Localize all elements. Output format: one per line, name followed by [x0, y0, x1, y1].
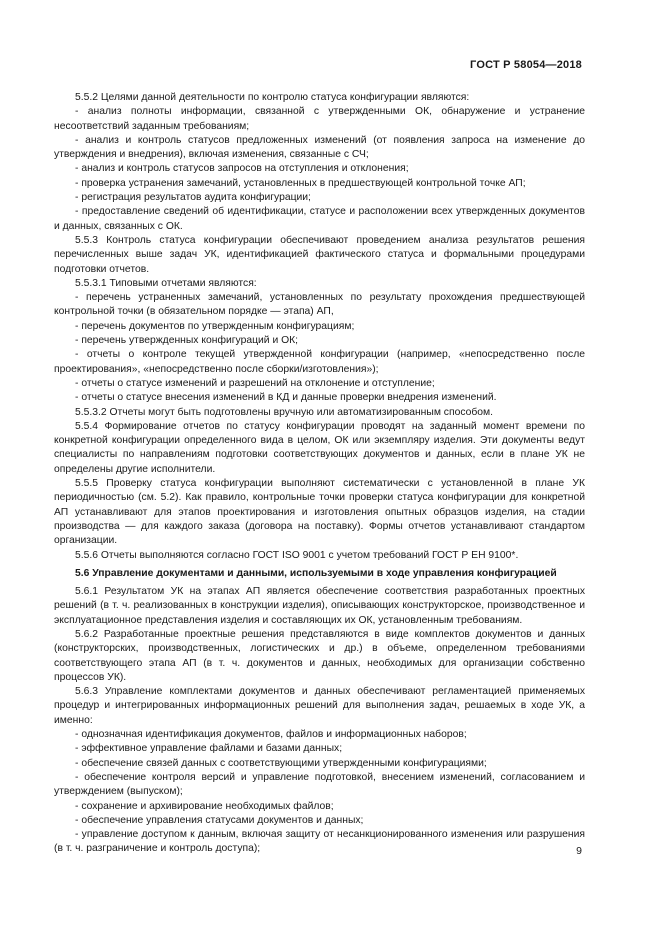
list-item: - однозначная идентификация документов, файлов и информационных наборов;	[75, 729, 467, 741]
paragraph-5-5-3-1: 5.5.3.1 Типовыми отчетами являются:	[75, 277, 257, 289]
paragraph-5-5-6: 5.5.6 Отчеты выполняются согласно ГОСТ ISO 9001 с учетом требований ГОСТ Р ЕН 9100*.	[75, 549, 519, 561]
list-item: - анализ полноты информации, связанной с утвержденными ОК, обнаружение и устранение несоответствий заданным требованиям;	[54, 106, 585, 132]
list-item: - управление доступом к данным, включая защиту от несанкционированного изменения или разрушения (в т. ч. разграничение и контроль доступа);	[54, 829, 585, 855]
list-item: - отчеты о контроле текущей утвержденной конфигурации (например, «непосредственно после проектирования», «непосредственно после сборки/изготовления»);	[54, 349, 585, 375]
paragraph-5-6-2: 5.6.2 Разработанные проектные решения представляются в виде комплектов документов и данных (конструкторских, производственных, логистических и др.) в объеме, определенном требованиями соответствующего этапа АП (в т. ч. документов и данных, необходимых для организации собственно процессов УК).	[54, 628, 585, 683]
paragraph-5-5-5: 5.5.5 Проверку статуса конфигурации выполняют систематически с установленной в плане УК периодичностью (см. 5.2). Как правило, контрольные точки проверки статуса конфигурации для конкретной АП устанавливают для этапов проектирования и изготовления опытных образцов изделия, на стадии производства — для каждого заказа (договора на поставку). Формы отчетов устанавливают стандартом организации.	[54, 478, 585, 547]
list-item: - обеспечение управления статусами документов и данных;	[75, 814, 364, 826]
paragraph-5-5-2: 5.5.2 Целями данной деятельности по контролю статуса конфигурации являются:	[75, 92, 470, 103]
list-item: - отчеты о статусе внесения изменений в КД и данные проверки внедрения изменений.	[75, 392, 497, 404]
list-item: - анализ и контроль статусов запросов на отступления и отклонения;	[75, 163, 409, 175]
section-heading-5-6: 5.6 Управление документами и данными, используемыми в ходе управления конфигурацией	[75, 567, 557, 579]
paragraph-5-5-3-2: 5.5.3.2 Отчеты могут быть подготовлены вручную или автоматизированным способом.	[75, 406, 494, 418]
list-item: - перечень документов по утвержденным конфигурациям;	[75, 320, 355, 332]
list-item: - проверка устранения замечаний, установленных в предшествующей контрольной точке АП;	[75, 177, 526, 189]
paragraph-5-6-3: 5.6.3 Управление комплектами документов и данных обеспечивают регламентацией применяемых процедур и интегрированных информационных решений для выполнения задач, решаемых в ходе УК, а именно:	[54, 686, 585, 726]
document-body	[54, 91, 585, 857]
paragraph-5-5-3: 5.5.3 Контроль статуса конфигурации обеспечивают проведением анализа результатов решения перечисленных выше задач УК, идентификацией фактического статуса и формальными процедурами подготовки отчетов.	[54, 234, 585, 275]
list-item: - регистрация результатов аудита конфигурации;	[75, 192, 311, 204]
list-item: - перечень устраненных замечаний, установленных по результату прохождения предшествующей контрольной точки (в обязательном порядке — этапа) АП,	[54, 292, 585, 318]
paragraph-5-5-4: 5.5.4 Формирование отчетов по статусу конфигурации проводят на заданный момент времени по конкретной конфигурации определенного вида в целом, ОК или экземпляру изделия. Эти документы ведут специалисты по направлениям подготовки соответствующих документов и данных, если в плане УК не определены другие исполнители.	[54, 420, 585, 475]
list-item: - обеспечение контроля версий и управление подготовкой, внесением изменений, согласованием и утверждением (выпуском);	[54, 771, 585, 798]
list-item: - отчеты о статусе изменений и разрешений на отклонение и отступление;	[75, 377, 435, 389]
paragraph-5-6-1: 5.6.1 Результатом УК на этапах АП является обеспечение соответствия разработанных проектных решений (в т. ч. реализованных в конструкции изделия), описывающих конструкторское, производственное и эксплуатационное представления изделия и составляющих их ОК, установленным требованиям.	[54, 586, 585, 626]
list-item: - обеспечение связей данных с соответствующими утвержденными конфигурациями;	[75, 757, 487, 769]
standard-designation: ГОСТ Р 58054—2018	[470, 59, 582, 71]
list-item: - эффективное управление файлами и базами данных;	[75, 743, 343, 755]
list-item: - перечень утвержденных конфигураций и ОК;	[75, 335, 299, 347]
list-item: - анализ и контроль статусов предложенных изменений (от появления запроса на изменение до утверждения и внедрения), включая изменения, связанные с СЧ;	[54, 134, 585, 161]
list-item: - сохранение и архивирование необходимых файлов;	[75, 800, 334, 812]
list-item: - предоставление сведений об идентификации, статусе и расположении всех утвержденных документов и данных, связанных с ОК.	[54, 206, 585, 232]
page-number: 9	[576, 845, 582, 857]
